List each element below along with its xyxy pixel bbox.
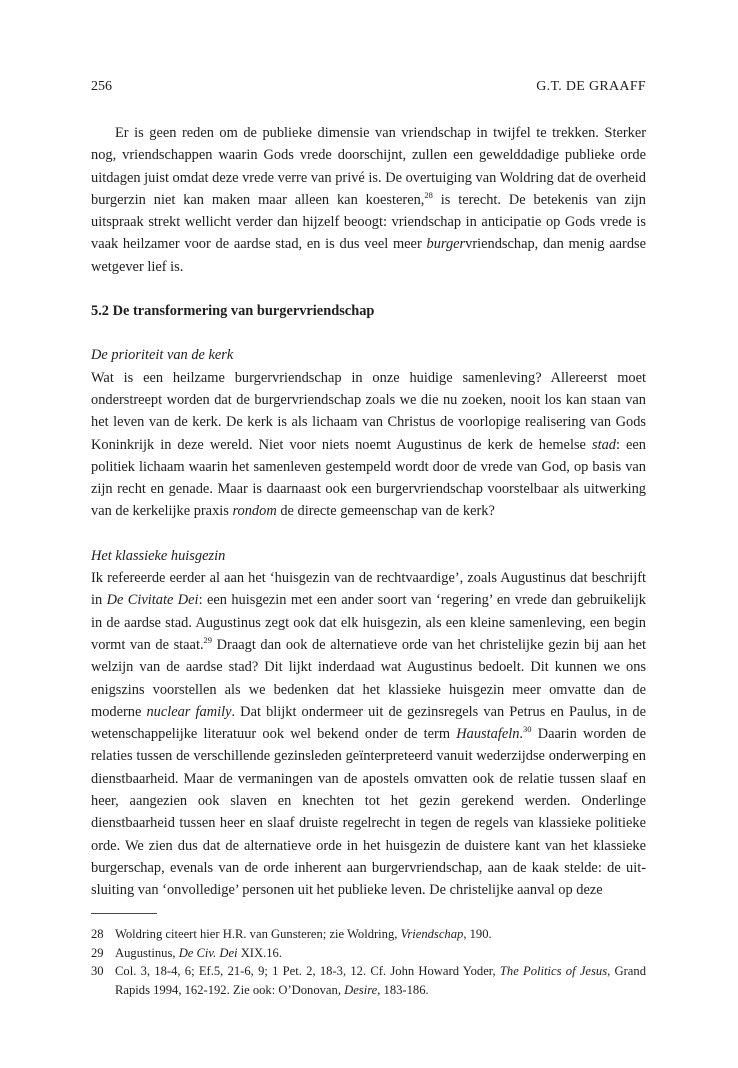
emphasis: The Politics of Jesus <box>499 964 608 979</box>
running-author: G.T. DE GRAAFF <box>536 79 646 94</box>
subsection-title-1: De prioriteit van de kerk <box>91 347 234 364</box>
footnote-text <box>115 925 646 944</box>
footnote-29 <box>91 944 646 963</box>
footnote-28 <box>91 925 646 944</box>
footnote-number: 28 <box>91 927 104 941</box>
emphasis: stad <box>591 436 616 453</box>
emphasis: Haustafeln <box>456 726 520 743</box>
page-number: 256 <box>91 79 112 94</box>
footnote-separator <box>91 913 157 914</box>
text-run: : een politiek lichaam waarin het samenleven gestempeld wordt door de vrede van God, op basis van zijn recht en genade. Maar is daarnaast ook een burgervriendschap voorstelbaar als uitwerking van de kerkelijke praxis <box>91 436 646 520</box>
emphasis: rondom <box>232 503 277 520</box>
footnote-ref-30: 30 <box>523 724 532 735</box>
text-run: , 183-186. <box>377 982 429 997</box>
emphasis: De Civ. Dei <box>178 945 238 960</box>
paragraph-prioriteit <box>91 367 646 523</box>
text-run: de directe gemeenschap van de kerk? <box>276 503 495 520</box>
text-run: , Grand Rapids 1994, 162-192. Zie ook: O’Donovan, <box>115 964 646 997</box>
subsection-title-2: Het klassieke huisgezin <box>91 547 226 564</box>
text-run: Ik refereerde eerder al aan het ‘huisgezin van de rechtvaardige’, zoals Augustinus dat beschrijft in <box>91 570 646 609</box>
intro-paragraph <box>91 122 646 278</box>
text-run: Woldring citeert hier H.R. van Gunsteren; zie Woldring, <box>115 927 401 941</box>
emphasis: Vriendschap <box>400 927 464 941</box>
footnotes <box>91 925 646 999</box>
text-run: Wat is een heilzame burgervriendschap in onze huidige samenleving? Allereerst moet onderstreept worden dat de burgervriendschap zoals we die nu zoeken, nooit los kan staan van het leven van de kerk. De kerk is als lichaam van Christus de voorlopige realisering van Gods Koninkrijk in deze wereld. Niet voor niets noemt Augustinus de kerk de hemelse <box>91 369 646 453</box>
text-run: Draagt dan ook de alternatieve orde van het christelijke gezin bij aan het welzijn van de aardse stad? Dit lijkt inderdaad wat Augustinus bedoelt. Dit kunnen we ons enigszins voorstellen als we bedenken dat het klassieke huisgezin meer omvatte dan de moderne <box>91 636 646 720</box>
text-run: Daarin worden de relaties tussen de verschillende gezinsleden geïnterpreteerd vanuit wederzijdse onderwerping en dienstbaarheid. Maar de vermaningen van de apostels omvatten ook de relatie tussen slaaf en heer, aangezien ook slaven en knechten tot het gezin gerekend werden. Onderlinge dienstbaarheid tussen heer en slaaf druiste regelrecht in tegen de regels van klassieke politieke orde. We zien dus dat de alternatieve orde in het huisgezin de duistere kant van het klassieke burgerschap, evenals van de orde inherent aan burgervriendschap, aan de kaak stelde: de uitsluiting van ‘onvolledige’ personen uit het publieke leven. De christelijke aanval op deze <box>91 726 646 899</box>
footnote-30 <box>91 962 646 999</box>
paragraph-huisgezin <box>91 567 646 901</box>
text-run: XIX.16. <box>237 945 282 960</box>
text-run: , 190. <box>463 927 492 941</box>
text-run: . Dat blijkt ondermeer uit de gezinsregels van Petrus en Paulus, in de wetenschappelijke literatuur ook wel bekend onder de term <box>91 703 646 743</box>
text-run: is terecht. De betekenis van zijn uitspraak strekt wellicht verder dan hijzelf beoogt: vriendschap in anticipatie op Gods vrede is vaak heilzamer voor de aardse stad, en is dus veel meer <box>91 191 646 253</box>
running-header <box>91 79 646 99</box>
footnote-ref-29: 29 <box>203 635 213 646</box>
emphasis: nuclear family <box>146 703 232 720</box>
emphasis: Desire <box>344 982 378 997</box>
footnote-ref-28: 28 <box>424 190 433 201</box>
emphasis: burger <box>426 236 466 253</box>
main-text <box>91 122 646 902</box>
footnote-text <box>115 962 646 999</box>
section-title: 5.2 De transformering van burgervriendschap <box>91 303 375 320</box>
text-run: Er is geen reden om de publieke dimensie van vriendschap in twijfel te trekken. Sterker nog, vriendschappen waarin Gods vrede doorschijnt, zullen een gewelddadige publieke orde uitdagen juist omdat deze vrede verre van privé is. De overtuiging van Woldring dat de overheid burgerzin niet kan maken maar alleen kan koesteren, <box>91 125 646 208</box>
footnote-text <box>115 944 646 963</box>
text-run: . <box>519 726 524 743</box>
text-run: vriendschap, dan menig aardse wetgever lief is. <box>91 236 647 275</box>
text-run: Col. 3, 18-4, 6; Ef.5, 21-6, 9; 1 Pet. 2, 18-3, 12. Cf. John Howard Yoder, <box>115 964 500 979</box>
text-run: Augustinus, <box>115 945 179 960</box>
emphasis: De Civitate Dei <box>106 592 199 609</box>
footnote-number: 29 <box>91 945 104 960</box>
footnote-number: 30 <box>91 964 104 979</box>
text-run: : een huisgezin met een ander soort van ‘regering’ en vrede dan gebruikelijk in de aardse stad. Augustinus zegt ook dat elk huisgezin, als een kleine samenleving, een begin vormt van de staat. <box>91 592 646 653</box>
